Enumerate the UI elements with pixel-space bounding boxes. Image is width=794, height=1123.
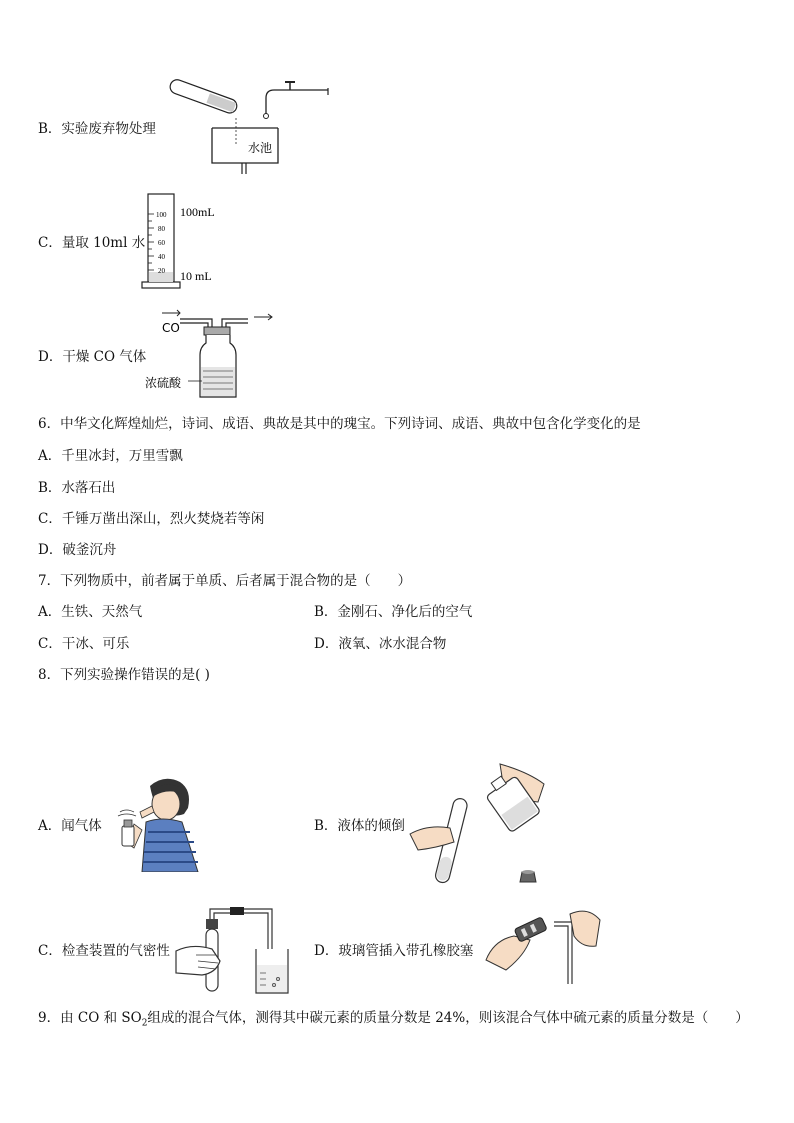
pouring-liquid-figure: [408, 762, 558, 890]
q9-subscript: 2: [141, 1018, 148, 1029]
cylinder-volume-label: 10 mL: [180, 269, 212, 283]
tick-label: 100: [156, 211, 167, 219]
q8-option-b[interactable]: B．液体的倾倒: [314, 818, 405, 834]
q5-option-d-label: D．干燥 CO 气体: [38, 349, 147, 365]
gas-label: CO: [162, 321, 180, 335]
q8-option-c[interactable]: C．检查装置的气密性: [38, 943, 170, 959]
smelling-gas-figure: [112, 772, 200, 872]
q6-option-d[interactable]: D．破釜沉舟: [38, 542, 117, 558]
q6-stem: 6．中华文化辉煌灿烂，诗词、成语、典故是其中的瑰宝。下列诗词、成语、典故中包含化学变化的是: [38, 416, 641, 432]
q9-stem: [38, 1010, 749, 1032]
measuring-cylinder-figure: [140, 190, 240, 290]
q7-option-a[interactable]: A．生铁、天然气: [38, 604, 143, 620]
tick-label: 80: [158, 225, 165, 233]
q6-option-c[interactable]: C．千锤万凿出深山，烈火焚烧若等闲: [38, 511, 265, 527]
q5-option-c-label: C．量取 10ml 水: [38, 235, 146, 251]
q6-option-b[interactable]: B．水落石出: [38, 480, 116, 496]
sink-label: 水池: [248, 141, 273, 155]
q7-option-b[interactable]: B．金刚石、净化后的空气: [314, 604, 473, 620]
q7-option-c[interactable]: C．干冰、可乐: [38, 636, 130, 652]
acid-label: 浓硫酸: [145, 376, 182, 390]
tick-label: 60: [158, 239, 165, 247]
tick-label: 20: [158, 267, 165, 275]
cylinder-capacity-label: 100mL: [180, 205, 215, 219]
q9-stem-post: 组成的混合气体，测得其中碳元素的质量分数是 24%，则该混合气体中硫元素的质量分数是（ ）: [147, 1010, 749, 1026]
waste-disposal-figure: [160, 78, 335, 176]
q6-option-a[interactable]: A．千里冰封，万里雪飘: [38, 448, 183, 464]
q8-stem: 8．下列实验操作错误的是( ): [38, 667, 210, 683]
q7-option-d[interactable]: D．液氧、冰水混合物: [314, 636, 447, 652]
insert-glass-tube-figure: [484, 906, 604, 988]
q8-option-a[interactable]: A．闻气体: [38, 818, 102, 834]
airtightness-check-figure: [172, 903, 292, 999]
q9-stem-pre: 9．由 CO 和 SO: [38, 1010, 142, 1026]
q7-stem: 7．下列物质中，前者属于单质、后者属于混合物的是（ ）: [38, 573, 412, 589]
tick-label: 40: [158, 253, 165, 261]
gas-drying-bottle-figure: [140, 305, 280, 403]
q5-option-b-label: B．实验废弃物处理: [38, 121, 156, 137]
q8-option-d[interactable]: D．玻璃管插入带孔橡胶塞: [314, 943, 474, 959]
